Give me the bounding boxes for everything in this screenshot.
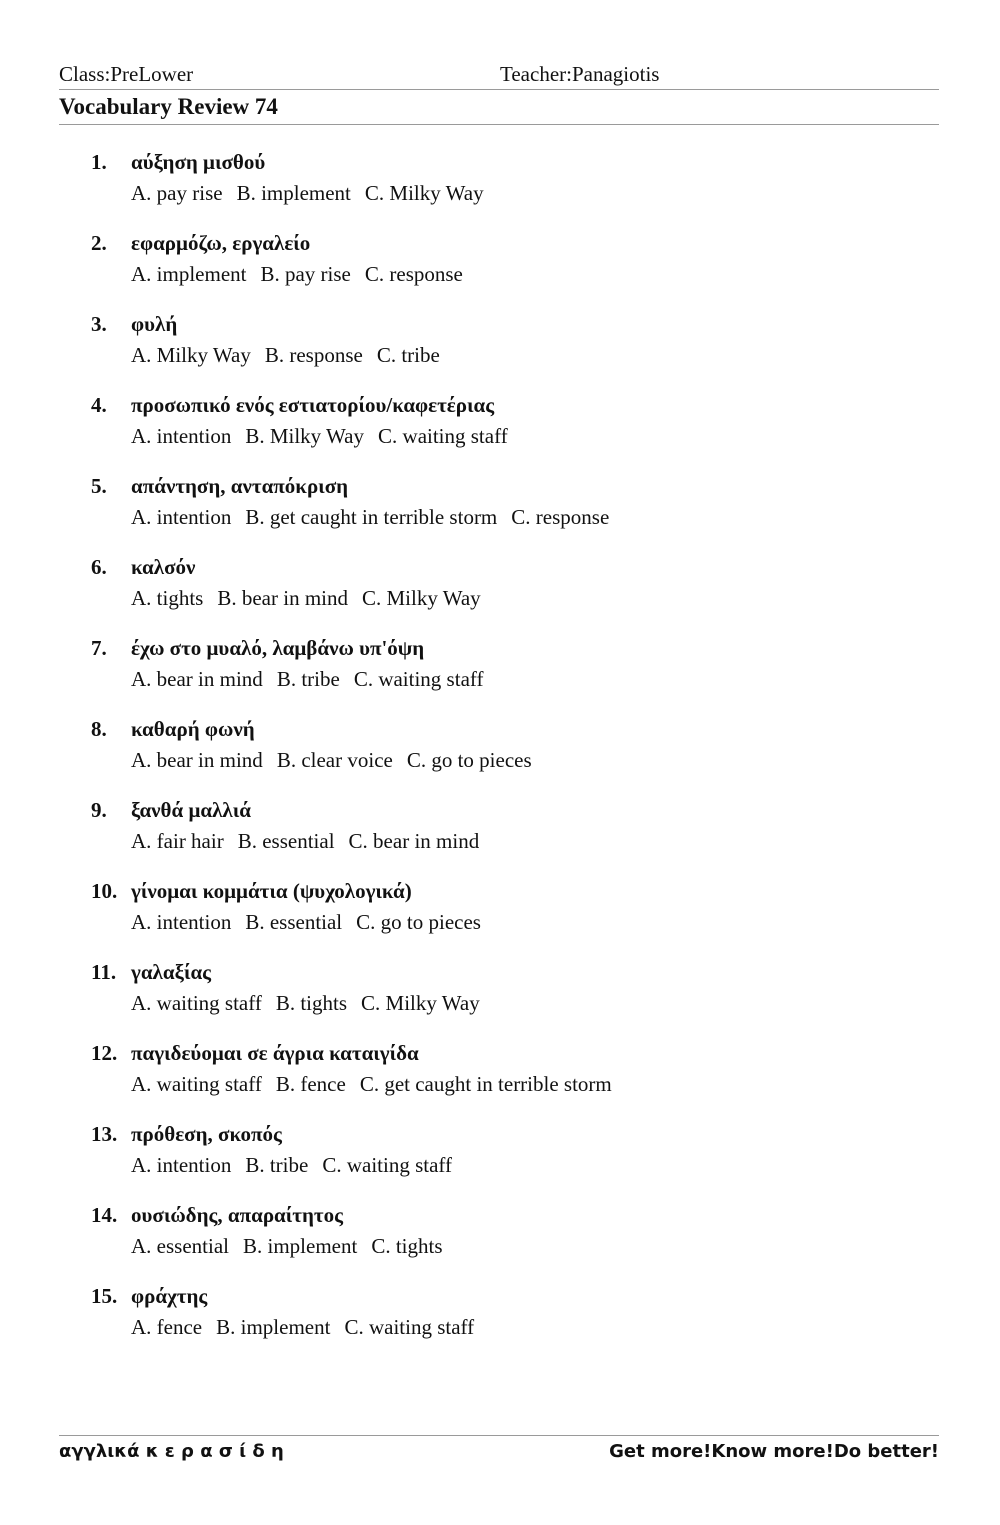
question-number: 7. <box>91 636 107 660</box>
answer-option[interactable]: A. Milky Way <box>131 343 251 367</box>
answer-option[interactable]: C. waiting staff <box>353 667 484 691</box>
answer-option[interactable]: A. fence <box>131 1315 203 1339</box>
answer-option[interactable]: C. response <box>364 262 463 286</box>
answer-option[interactable]: B. essential <box>237 829 335 853</box>
answer-options <box>131 1072 626 1097</box>
answer-option[interactable]: C. waiting staff <box>378 424 508 448</box>
page-footer <box>59 1435 939 1476</box>
answer-option[interactable]: B. get caught in terrible storm <box>245 505 498 529</box>
question-prompt: καθαρή φωνή <box>131 717 255 741</box>
answer-option[interactable]: C. tribe <box>376 343 440 367</box>
question-prompt: ουσιώδης, απαραίτητος <box>131 1203 343 1227</box>
question-prompt: γίνομαι κομμάτια (ψυχολογικά) <box>131 879 412 903</box>
answer-option[interactable]: C. Milky Way <box>361 991 480 1015</box>
question-number: 15. <box>91 1284 118 1308</box>
answer-options <box>131 829 493 854</box>
answer-option[interactable]: B. implement <box>216 1315 331 1339</box>
question-number: 12. <box>91 1041 118 1065</box>
answer-options <box>131 910 495 935</box>
answer-option[interactable]: A. waiting staff <box>131 991 262 1015</box>
answer-option[interactable]: A. bear in mind <box>131 748 263 772</box>
answer-option[interactable]: C. go to pieces <box>356 910 481 934</box>
question-prompt: αύξηση μισθού <box>131 150 266 174</box>
teacher-label: Teacher:Panagiotis <box>500 62 660 86</box>
answer-options <box>131 262 477 287</box>
answer-option[interactable]: A. implement <box>131 262 247 286</box>
question-item <box>59 393 939 474</box>
answer-option[interactable]: B. implement <box>236 181 351 205</box>
answer-option[interactable]: A. intention <box>131 424 232 448</box>
question-number: 11. <box>91 960 117 984</box>
question-item <box>59 798 939 879</box>
question-item <box>59 1122 939 1203</box>
answer-options <box>131 181 498 206</box>
question-prompt: προσωπικό ενός εστιατορίου/καφετέριας <box>131 393 495 417</box>
question-prompt: εφαρμόζω, εργαλείο <box>131 231 311 255</box>
worksheet-page <box>59 0 939 1525</box>
answer-options <box>131 1153 466 1178</box>
answer-option[interactable]: C. Milky Way <box>362 586 481 610</box>
answer-option[interactable]: C. go to pieces <box>406 748 532 772</box>
answer-options <box>131 1234 457 1259</box>
answer-option[interactable]: B. tribe <box>276 667 340 691</box>
footer-slogan: Get more!Know more!Do better! <box>609 1441 939 1462</box>
answer-option[interactable]: B. tribe <box>245 1153 309 1177</box>
question-number: 9. <box>91 798 107 822</box>
page-header <box>59 62 939 90</box>
question-item <box>59 717 939 798</box>
question-number: 1. <box>91 150 107 174</box>
question-prompt: φυλή <box>131 312 178 336</box>
answer-option[interactable]: B. pay rise <box>260 262 351 286</box>
question-prompt: καλσόν <box>131 555 196 579</box>
answer-option[interactable]: C. tights <box>371 1234 443 1258</box>
question-item <box>59 555 939 636</box>
question-item <box>59 150 939 231</box>
question-item <box>59 231 939 312</box>
answer-option[interactable]: A. essential <box>131 1234 229 1258</box>
answer-options <box>131 1315 488 1340</box>
answer-option[interactable]: A. waiting staff <box>131 1072 262 1096</box>
question-number: 13. <box>91 1122 118 1146</box>
answer-options <box>131 424 522 449</box>
question-number: 4. <box>91 393 107 417</box>
answer-option[interactable]: A. pay rise <box>131 181 223 205</box>
question-prompt: ξανθά μαλλιά <box>131 798 251 822</box>
question-number: 8. <box>91 717 107 741</box>
question-item <box>59 636 939 717</box>
answer-option[interactable]: C. bear in mind <box>348 829 480 853</box>
answer-option[interactable]: A. tights <box>131 586 204 610</box>
question-number: 3. <box>91 312 107 336</box>
answer-option[interactable]: A. fair hair <box>131 829 224 853</box>
question-prompt: γαλαξίας <box>131 960 212 984</box>
class-label: Class:PreLower <box>59 62 194 86</box>
question-prompt: παγιδεύομαι σε άγρια καταιγίδα <box>131 1041 419 1065</box>
answer-option[interactable]: B. implement <box>242 1234 358 1258</box>
question-number: 10. <box>91 879 118 903</box>
answer-options <box>131 505 623 530</box>
answer-option[interactable]: B. essential <box>245 910 343 934</box>
answer-option[interactable]: C. waiting staff <box>344 1315 475 1339</box>
answer-option[interactable]: B. clear voice <box>276 748 393 772</box>
question-item <box>59 312 939 393</box>
question-prompt: πρόθεση, σκοπός <box>131 1122 282 1146</box>
answer-option[interactable]: A. intention <box>131 505 232 529</box>
question-prompt: έχω στο μυαλό, λαμβάνω υπ'όψη <box>131 636 425 660</box>
page-title: Vocabulary Review 74 <box>59 94 939 125</box>
question-prompt: απάντηση, ανταπόκριση <box>131 474 349 498</box>
answer-options <box>131 343 454 368</box>
answer-option[interactable]: B. tights <box>275 991 348 1015</box>
answer-option[interactable]: A. bear in mind <box>131 667 263 691</box>
question-item <box>59 879 939 960</box>
question-item <box>59 474 939 555</box>
answer-option[interactable]: B. fence <box>275 1072 346 1096</box>
question-number: 14. <box>91 1203 118 1227</box>
answer-option[interactable]: C. waiting staff <box>322 1153 453 1177</box>
answer-option[interactable]: A. intention <box>131 1153 232 1177</box>
question-item <box>59 1203 939 1284</box>
answer-option[interactable]: A. intention <box>131 910 232 934</box>
answer-options <box>131 586 495 611</box>
question-number: 2. <box>91 231 107 255</box>
question-number: 6. <box>91 555 107 579</box>
answer-option[interactable]: C. Milky Way <box>364 181 484 205</box>
answer-options <box>131 667 498 692</box>
footer-brand: αγγλικά κ ε ρ α σ ί δ η <box>59 1441 284 1462</box>
question-item <box>59 1284 939 1365</box>
answer-option[interactable]: C. response <box>511 505 610 529</box>
answer-option[interactable]: B. bear in mind <box>217 586 348 610</box>
answer-option[interactable]: B. response <box>264 343 363 367</box>
answer-option[interactable]: B. Milky Way <box>245 424 365 448</box>
answer-options <box>131 991 494 1016</box>
answer-option[interactable]: C. get caught in terrible storm <box>359 1072 612 1096</box>
question-item <box>59 1041 939 1122</box>
question-item <box>59 960 939 1041</box>
answer-options <box>131 748 546 773</box>
question-number: 5. <box>91 474 107 498</box>
question-list <box>59 150 939 1365</box>
question-prompt: φράχτης <box>131 1284 208 1308</box>
